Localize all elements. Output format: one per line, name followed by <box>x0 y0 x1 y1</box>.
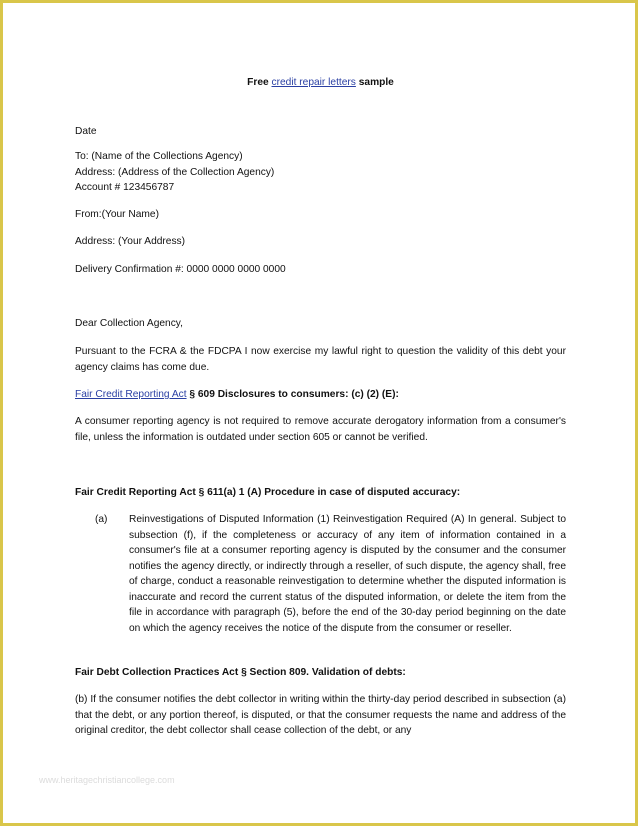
item-marker: (a) <box>95 514 108 525</box>
title-suffix: sample <box>358 77 394 88</box>
account-number: Account # 123456787 <box>75 182 175 193</box>
recipient-block <box>75 149 566 196</box>
delivery-confirmation: Delivery Confirmation #: 0000 0000 0000 0000 <box>75 264 286 275</box>
section3-heading: Fair Debt Collection Practices Act § Section 809. Validation of debts: <box>75 667 406 678</box>
section2-body: Reinvestigations of Disputed Information (1) Reinvestigation Required (A) In general. Subject to subsection (f), if the completeness or accuracy of any item of information contained in a consumer's file at a consumer reporting agency is disputed by the consumer and the consumer notifies the agency directly, or indirectly through a reseller, of such dispute, the agency shall, free of charge, conduct a reasonable reinvestigation to determine whether the disputed information is inaccurate and record the current status of the disputed information, or delete the item from the file in accordance with paragraph (5), before the end of the 30-day period beginning on the date on which the agency receives the notice of the dispute from the consumer or reseller. <box>129 514 566 634</box>
section1-body: A consumer reporting agency is not required to remove accurate derogatory information from a consumer's file, unless the information is outdated under section 605 or cannot be verified. <box>75 416 566 443</box>
date-line: Date <box>75 126 97 137</box>
recipient-address: Address: (Address of the Collection Agency) <box>75 166 275 178</box>
section1-heading <box>75 387 566 403</box>
title-prefix: Free <box>247 77 269 88</box>
document-title <box>75 75 566 91</box>
watermark: www.heritagechristiancollege.com <box>39 775 175 785</box>
sender-name: From:(Your Name) <box>75 209 159 220</box>
section1-heading-rest: § 609 Disclosures to consumers: (c) (2) (E): <box>186 389 399 400</box>
credit-repair-letters-link[interactable]: credit repair letters <box>271 77 356 88</box>
section2-heading: Fair Credit Reporting Act § 611(a) 1 (A) Procedure in case of disputed accuracy: <box>75 487 461 498</box>
sender-address: Address: (Your Address) <box>75 236 186 247</box>
section3-body: (b) If the consumer notifies the debt collector in writing within the thirty-day period described in subsection (a) that the debt, or any portion thereof, is disputed, or that the consumer requests the name and address of the original creditor, the debt collector shall cease collection of the debt, or any <box>75 694 566 736</box>
section2-item <box>75 512 566 636</box>
salutation: Dear Collection Agency, <box>75 318 183 329</box>
intro-paragraph: Pursuant to the FCRA & the FDCPA I now exercise my lawful right to question the validity of this debt your agency claims has come due. <box>75 346 566 373</box>
recipient-name: To: (Name of the Collections Agency) <box>75 151 243 162</box>
fcra-link[interactable]: Fair Credit Reporting Act <box>75 389 187 400</box>
document-page <box>3 3 635 823</box>
